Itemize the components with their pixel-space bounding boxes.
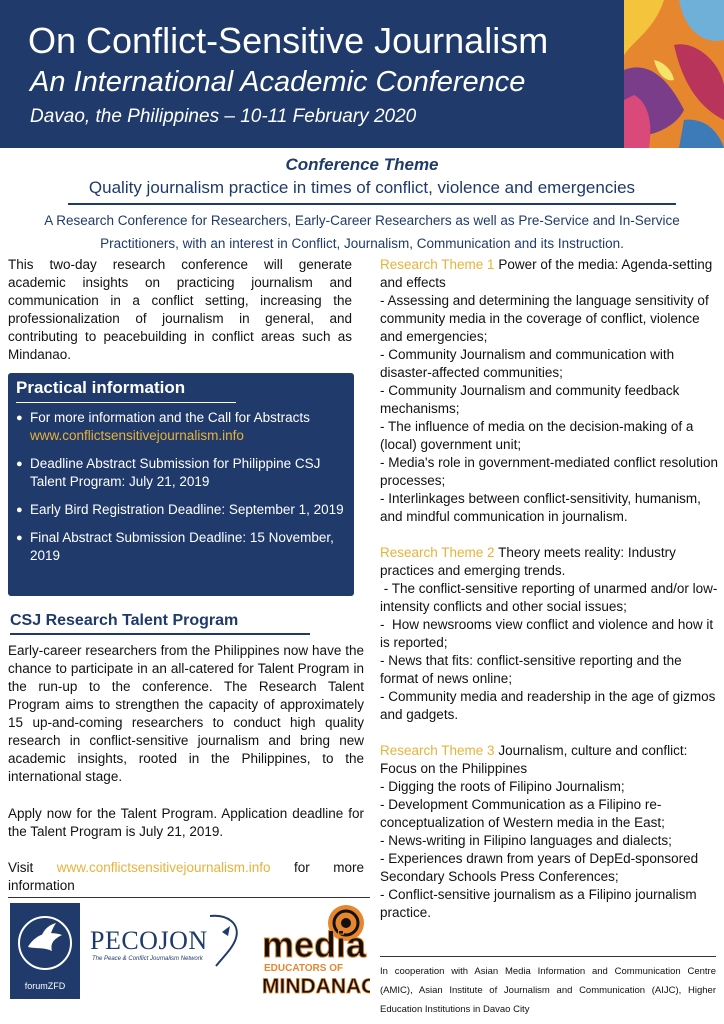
info-more-text: For more information and the Call for Abstracts xyxy=(30,410,310,425)
visit-line-end: information xyxy=(8,878,75,893)
list-item: - The conflict-sensitive reporting of unarmed and/or low-intensity conflicts and other social issues; xyxy=(380,581,718,614)
research-theme-1-label: Research Theme 1 xyxy=(380,257,495,272)
list-item: - Community media and readership in the age of gizmos and gadgets. xyxy=(380,689,716,722)
theme-divider xyxy=(68,203,676,205)
list-item: - Community Journalism and community feedback mechanisms; xyxy=(380,383,680,416)
list-item: - Interlinkages between conflict-sensitivity, humanism, and mindful communication in journalism. xyxy=(380,491,701,524)
practical-information-title: Practical information xyxy=(16,378,186,397)
research-theme-3 xyxy=(380,742,718,922)
research-themes-column xyxy=(380,256,718,940)
conference-subtitle: An International Academic Conference xyxy=(30,66,526,98)
research-theme-3-label: Research Theme 3 xyxy=(380,743,495,758)
cooperation-divider xyxy=(380,956,716,957)
list-item: - Assessing and determining the language sensitivity of community media in the coverage of conflict, violence and emergencies; xyxy=(380,293,709,344)
list-item: - News that fits: conflict-sensitive reporting and the format of news online; xyxy=(380,653,682,686)
list-item: - Community Journalism and communication with disaster-affected communities; xyxy=(380,347,675,380)
list-item: - Media's role in government-mediated conflict resolution processes; xyxy=(380,455,718,488)
list-item: - How newsrooms view conflict and violence and how it is reported; xyxy=(380,617,717,650)
visit-line xyxy=(8,859,364,877)
csj-program-description: Early-career researchers from the Philippines now have the chance to participate in an all-catered for Talent Program in the run-up to the conference. The Research Talent Program aims to strengthen the capacity of approximately 15 up-and-coming researchers to conduct high quality research in conflict-sensitive journalism and bring new academic insights, rooted in the Philippines, to the international stage. xyxy=(8,643,364,784)
forumzfd-logo xyxy=(10,903,80,999)
pecojon-logo xyxy=(90,912,250,972)
csj-program-divider xyxy=(10,633,310,635)
intro-paragraph: This two-day research conference will generate academic insights on practicing journalism and communication in a conflict setting, increasing the professionalization of journalism in general, and contributing to peacebuilding in conflict areas such as Mindanao. xyxy=(8,257,352,362)
dove-icon xyxy=(10,903,80,979)
practical-information-list xyxy=(16,409,350,575)
cooperation-note: In cooperation with Asian Media Information and Communication Centre (AMIC), Asian Institute of Journalism and Communication (AIJC), Higher Education Institutions in Davao City xyxy=(380,966,716,1015)
conference-theme-text: Quality journalism practice in times of conflict, violence and emergencies xyxy=(88,178,636,197)
list-item: - The influence of media on the decision-making of a (local) government unit; xyxy=(380,419,694,452)
list-item: - Experiences drawn from years of DepEd-sponsored Secondary Schools Press Conferences; xyxy=(380,851,699,884)
media-educators-logo xyxy=(258,903,370,1003)
research-theme-2 xyxy=(380,544,718,724)
research-theme-2-title: Theory meets reality: Industry practices and emerging trends. xyxy=(380,545,676,578)
research-theme-3-title: Journalism, culture and conflict: Focus on the Philippines xyxy=(380,743,688,776)
list-item: ● Early Bird Registration Deadline: September 1, 2019 xyxy=(16,501,350,519)
research-theme-2-label: Research Theme 2 xyxy=(380,545,495,560)
csj-program-title: CSJ Research Talent Program xyxy=(10,612,239,629)
conference-theme-label: Conference Theme xyxy=(285,155,439,174)
pecojon-logo-subtitle: The Peace & Conflict Journalism Network xyxy=(92,956,203,962)
list-item: - Development Communication as a Filipino re-conceptualization of Western media in the East; xyxy=(380,797,665,830)
list-item: - Conflict-sensitive journalism as a Filipino journalism practice. xyxy=(380,887,697,920)
list-item: ● Deadline Abstract Submission for Philippine CSJ Talent Program: July 21, 2019 xyxy=(16,455,350,491)
research-theme-1-title: Power of the media: Agenda-setting and effects xyxy=(380,257,713,290)
list-item: ● Final Abstract Submission Deadline: 15 November, 2019 xyxy=(16,529,350,565)
csj-application-deadline: Apply now for the Talent Program. Application deadline for the Talent Program is July 21, 2019. xyxy=(8,806,364,839)
media-logo-mindanao: MINDANAO xyxy=(262,975,370,998)
visit-word: Visit xyxy=(8,860,34,875)
media-logo-word: media xyxy=(262,924,367,965)
list-item xyxy=(16,409,350,445)
forumzfd-logo-text: forumZFD xyxy=(24,981,66,991)
header-banner xyxy=(0,0,724,148)
list-item: - News-writing in Filipino languages and dialects; xyxy=(380,833,672,848)
visit-rest: for more xyxy=(294,860,364,875)
logos-divider xyxy=(8,897,370,898)
list-item: - Digging the roots of Filipino Journalism; xyxy=(380,779,625,794)
conference-title: On Conflict-Sensitive Journalism xyxy=(28,20,549,61)
visit-website-link[interactable]: www.conflictsensitivejournalism.info xyxy=(56,860,271,875)
conference-location-date: Davao, the Philippines – 10-11 February 2020 xyxy=(30,106,417,127)
header-artwork xyxy=(624,0,724,148)
pecojon-logo-text: PECOJON xyxy=(90,926,208,955)
website-link[interactable]: www.conflictsensitivejournalism.info xyxy=(30,428,244,443)
research-theme-1 xyxy=(380,256,718,526)
audience-statement: A Research Conference for Researchers, Early-Career Researchers as well as Pre-Service and In-Service Practitioners, with an interest in Conflict, Journalism, Communication and its Instruction. xyxy=(44,213,680,251)
media-logo-educators: EDUCATORS OF xyxy=(264,963,344,974)
practical-information-divider xyxy=(16,402,236,403)
practical-information-box xyxy=(8,373,354,596)
